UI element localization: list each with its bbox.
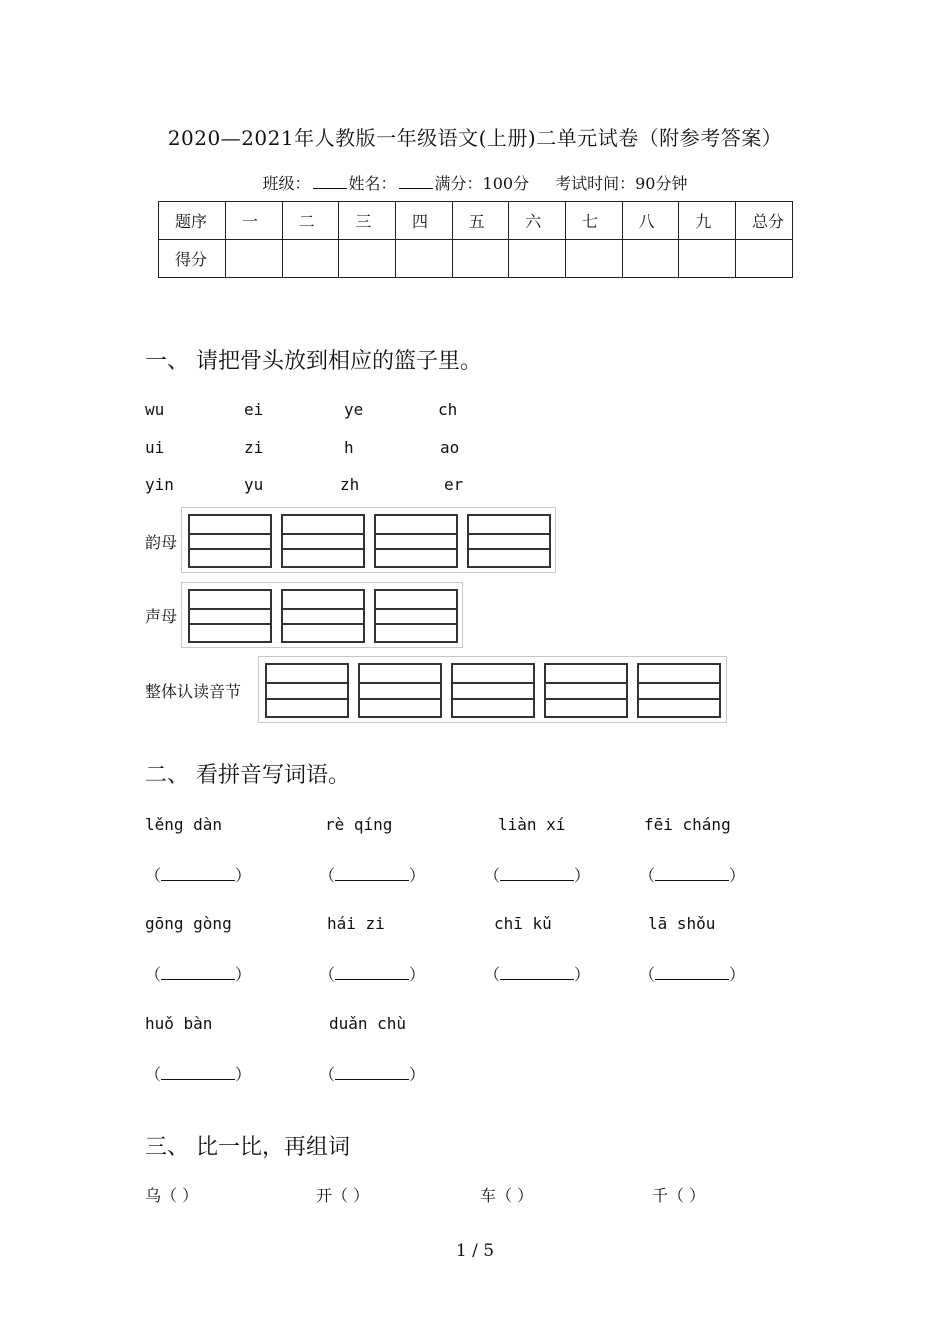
syllable: h: [344, 438, 354, 457]
section1-title: 一、 请把骨头放到相应的篮子里。: [145, 349, 482, 374]
syllable: yu: [244, 475, 264, 494]
answer-slot[interactable]: [467, 514, 551, 568]
answer-slot[interactable]: [374, 589, 458, 643]
pinyin-word: hái zi: [327, 914, 385, 933]
score-input-cell[interactable]: [395, 240, 452, 278]
class-label: 班级：: [262, 174, 311, 193]
score-table: [158, 201, 793, 278]
syllable: er: [444, 475, 464, 494]
score-input-cell[interactable]: [282, 240, 339, 278]
document-title: 2020—2021年人教版一年级语文(上册)二单元试卷（附参考答案）: [167, 126, 783, 150]
answer-blank[interactable]: （ ）: [484, 866, 591, 885]
answer-blank[interactable]: （ ）: [484, 965, 591, 984]
pinyin-word: gōng gòng: [145, 914, 232, 933]
answer-blank[interactable]: （ ）: [319, 965, 426, 984]
basket-yunmu: [181, 507, 556, 573]
score-input-cell[interactable]: [509, 240, 566, 278]
table-cell: 得分: [159, 240, 226, 278]
basket-shengmu: [181, 582, 463, 648]
answer-slot[interactable]: [358, 663, 442, 718]
name-label: 姓名：: [348, 174, 397, 193]
answer-blank[interactable]: （ ）: [319, 866, 426, 885]
table-cell: 总分: [736, 202, 793, 240]
answer-slot[interactable]: [188, 514, 272, 568]
answer-blank[interactable]: （ ）: [145, 1065, 252, 1084]
answer-slot[interactable]: [281, 514, 365, 568]
syllable: ch: [438, 400, 458, 419]
pinyin-word: chī kǔ: [494, 914, 552, 933]
table-cell: 四: [395, 202, 452, 240]
syllable: ui: [145, 438, 165, 457]
char-compare-item[interactable]: 乌（ ）: [145, 1186, 199, 1205]
table-cell: 七: [565, 202, 622, 240]
char-compare-item[interactable]: 千（ ）: [652, 1186, 706, 1205]
table-cell: 六: [509, 202, 566, 240]
syllable: yin: [145, 475, 174, 494]
pinyin-word: fēi cháng: [644, 815, 731, 834]
syllable: ei: [244, 400, 264, 419]
score-table-score-row: [159, 240, 793, 278]
table-cell: 九: [679, 202, 736, 240]
char-compare-item[interactable]: 车（ ）: [480, 1186, 534, 1205]
score-input-cell[interactable]: [226, 240, 283, 278]
pinyin-word: huǒ bàn: [145, 1014, 213, 1033]
pinyin-word: lěng dàn: [145, 815, 223, 834]
syllable: zh: [340, 475, 360, 494]
table-cell: 五: [452, 202, 509, 240]
score-input-cell[interactable]: [736, 240, 793, 278]
char-compare-item[interactable]: 开（ ）: [316, 1186, 370, 1205]
answer-blank[interactable]: （ ）: [145, 866, 252, 885]
answer-blank[interactable]: （ ）: [319, 1065, 426, 1084]
syllable: zi: [244, 438, 264, 457]
answer-slot[interactable]: [265, 663, 349, 718]
table-cell: 一: [226, 202, 283, 240]
section2-title: 二、 看拼音写词语。: [145, 763, 350, 788]
table-cell: 八: [622, 202, 679, 240]
section3-title: 三、 比一比，再组词: [145, 1135, 350, 1160]
answer-slot[interactable]: [451, 663, 535, 718]
answer-slot[interactable]: [188, 589, 272, 643]
syllable: ye: [344, 400, 364, 419]
exam-time-text: 考试时间：90分钟: [555, 174, 688, 193]
exam-info-line: [0, 171, 950, 194]
class-blank[interactable]: [313, 187, 347, 189]
score-input-cell[interactable]: [622, 240, 679, 278]
page-number: 1 / 5: [455, 1241, 495, 1261]
answer-slot[interactable]: [544, 663, 628, 718]
answer-slot[interactable]: [281, 589, 365, 643]
syllable: wu: [145, 400, 165, 419]
answer-slot[interactable]: [637, 663, 721, 718]
answer-slot[interactable]: [374, 514, 458, 568]
pinyin-word: liàn xí: [498, 815, 566, 834]
basket-yunmu-label: 韵母: [145, 533, 178, 552]
basket-shengmu-label: 声母: [145, 607, 178, 626]
basket-zhengti: [258, 656, 727, 723]
full-score-text: 满分：100分: [434, 174, 530, 193]
answer-blank[interactable]: （ ）: [145, 965, 252, 984]
table-cell: 二: [282, 202, 339, 240]
answer-blank[interactable]: （ ）: [639, 866, 746, 885]
score-table-header-row: [159, 202, 793, 240]
score-input-cell[interactable]: [339, 240, 396, 278]
score-input-cell[interactable]: [679, 240, 736, 278]
score-input-cell[interactable]: [565, 240, 622, 278]
table-cell: 题序: [159, 202, 226, 240]
score-input-cell[interactable]: [452, 240, 509, 278]
answer-blank[interactable]: （ ）: [639, 965, 746, 984]
pinyin-word: rè qíng: [325, 815, 393, 834]
syllable: ao: [440, 438, 460, 457]
table-cell: 三: [339, 202, 396, 240]
name-blank[interactable]: [399, 187, 433, 189]
basket-zhengti-label: 整体认读音节: [145, 682, 242, 701]
pinyin-word: lā shǒu: [648, 914, 716, 933]
pinyin-word: duǎn chù: [329, 1014, 407, 1033]
